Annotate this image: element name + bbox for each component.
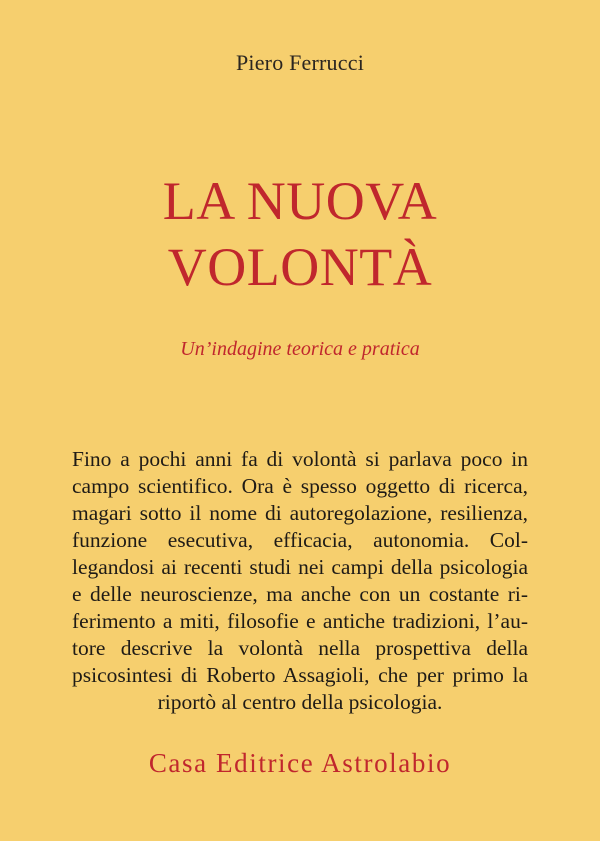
blurb-line: Fino a pochi anni fa di volontà si parlava poco in — [72, 447, 528, 471]
blurb-line: riportò al centro della psicologia. — [157, 690, 443, 714]
book-title — [0, 168, 600, 300]
blurb-line: tore descrive la volontà nella prospettiva della — [72, 636, 528, 660]
cover-blurb — [72, 446, 528, 716]
blurb-line: funzione esecutiva, efficacia, autonomia. Col- — [72, 528, 528, 552]
publisher-name: Casa Editrice Astrolabio — [148, 748, 452, 778]
title-line-1: LA NUOVA — [162, 171, 438, 231]
blurb-line: ferimento a miti, filosofie e antiche tradizioni, l’au- — [72, 609, 528, 633]
book-subtitle: Un’indagine teorica e pratica — [180, 338, 420, 360]
author-name: Piero Ferrucci — [235, 50, 365, 75]
title-line-2: VOLONTÀ — [167, 237, 433, 297]
blurb-line: psicosintesi di Roberto Assagioli, che per primo la — [72, 663, 528, 687]
blurb-line: magari sotto il nome di autoregolazione, resilienza, — [72, 501, 528, 525]
blurb-line: campo scientifico. Ora è spesso oggetto di ricerca, — [72, 474, 528, 498]
blurb-line: legandosi ai recenti studi nei campi della psicologia — [72, 555, 528, 579]
blurb-line: e delle neuroscienze, ma anche con un costante ri- — [72, 582, 528, 606]
